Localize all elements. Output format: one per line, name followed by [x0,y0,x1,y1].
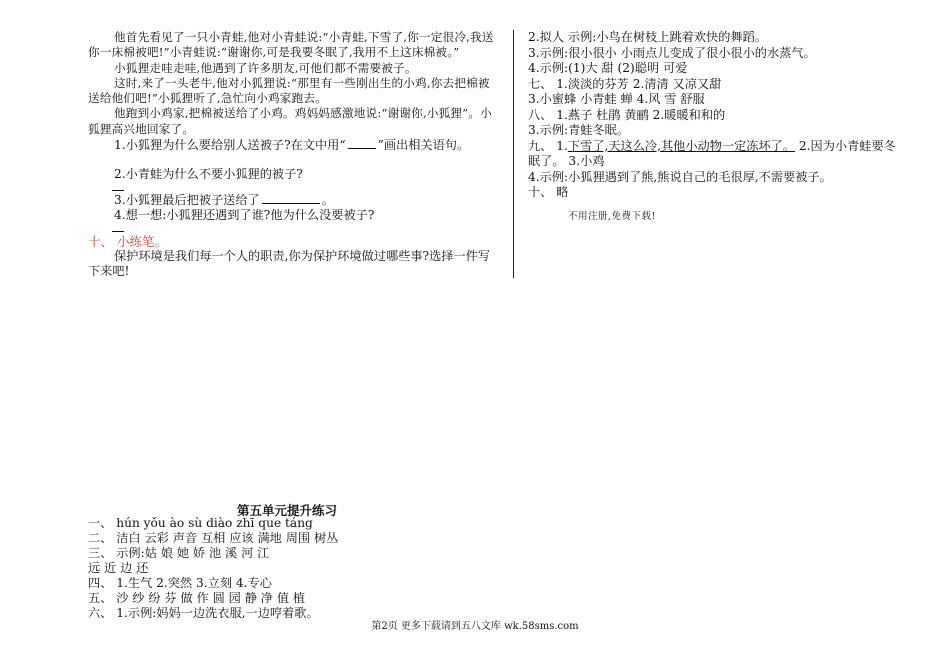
column-divider [513,30,514,278]
question-4: 4.想一想:小狐狸还遇到了谁?他为什么没要被子? [114,208,375,223]
free-download-note: 不用注册,免费下载! [568,211,656,222]
answer-line: 2.拟人 示例:小鸟在树枝上跳着欢快的舞蹈。 [528,30,767,44]
answer-blank [262,194,320,204]
key-line: 一、 hún yǒu ào sù diào zhī que táng [88,516,313,530]
answer-prefix: 九、 1. [528,138,568,153]
key-line: 二、 洁白 云彩 声音 互相 应该 满地 周围 树丛 [88,531,339,545]
question-3-text: 3.小狐狸最后把被子送给了 [114,193,260,208]
passage-paragraph: 他首先看见了一只小青蛙,他对小青蛙说:“小青蛙,下雪了,你一定很冷,我送你一床棉被吧!”小青蛙说:“谢谢你,可是我要冬眠了,我用不上这床棉被。” [88,30,494,60]
key-line: 四、 1.生气 2.突然 3.立刻 4.专心 [88,576,272,590]
answer-line: 3.示例:青蛙冬眠。 [528,123,630,137]
question-3-text-end: 。 [321,193,334,208]
underlined-answer: 下雪了,天这么冷,其他小动物一定冻坏了。 [567,138,796,153]
answer-line: 十、 略 [528,185,569,199]
answer-line: 4.示例:小狐狸遇到了熊,熊说自己的毛很厚,不需要被子。 [528,169,832,184]
answer-line [112,182,124,191]
question-list [88,138,498,232]
answer-line: 3.示例:很小很小 小雨点儿变成了很小很小的水蒸气。 [528,45,816,60]
key-line: 六、 1.示例:妈妈一边洗衣服,一边哼着歌。 [88,606,319,620]
question-1-text-end: ”画出相关语句。 [377,138,470,153]
answer-line: 4.示例:(1)大 甜 (2)聪明 可爱 [528,61,688,75]
unit-title: 第五单元提升练习 [237,503,338,518]
left-column [88,30,498,279]
passage-paragraph: 这时,来了一头老牛,他对小狐狸说:“那里有一些刚出生的小鸡,你去把棉被送给他们吧!”小狐狸听了,急忙向小鸡家跑去。 [88,75,490,106]
answer-line: 七、 1.淡淡的芬芳 2.清清 又凉又甜 [528,76,722,91]
answer-continuation: 2.因为小青蛙要冬 [795,138,896,153]
question-3 [88,193,498,208]
key-line: 远 近 边 还 [88,561,149,575]
passage-paragraph: 小狐狸走哇走哇,他遇到了许多朋友,可他们都不需要被子。 [114,60,417,75]
answer-line: 八、 1.燕子 杜鹃 黄鹂 2.暖暖和和的 [528,107,726,122]
underline-sample [348,139,376,149]
answer-column [528,30,928,201]
key-line: 五、 沙 纱 纷 芬 做 作 圆 园 静 净 值 植 [88,591,306,605]
page-footer: 第2页 更多下载请到五八文库 wk.58sms.com [371,621,579,632]
answer-line [112,223,124,232]
question-2: 2.小青蛙为什么不要小狐狸的被子? [114,167,303,182]
answer-line [528,139,928,155]
answer-line: 眠了。 3.小鸡 [528,154,605,168]
question-1 [88,138,498,153]
reading-passage [88,30,498,137]
answer-key [88,516,508,621]
writing-heading: 十、 小练笔。 [88,234,167,250]
answer-line: 3.小蜜蜂 小青蛙 蝉 4.风 雪 舒服 [528,92,705,106]
key-line: 三、 示例:姑 娘 她 娇 池 溪 河 江 [88,546,270,560]
question-1-text: 1.小狐狸为什么要给别人送被子?在文中用“ [114,138,346,153]
passage-paragraph: 他跑到小鸡家,把棉被送给了小鸡。鸡妈妈感激地说:“谢谢你,小狐狸”。小狐狸高兴地回家了。 [88,106,492,136]
writing-prompt: 保护环境是我们每一个人的职责,你为保护环境做过哪些事?选择一件写下来吧! [88,249,491,279]
